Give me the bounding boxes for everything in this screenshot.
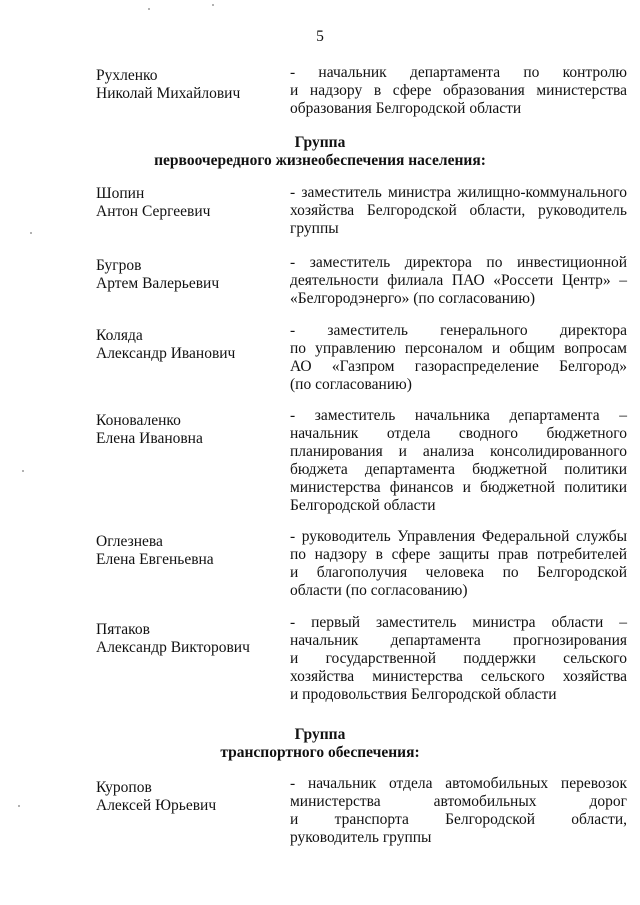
role-description — [290, 254, 627, 308]
role-line: образования Белгородской области — [290, 100, 522, 117]
role-line: области (по согласованию) — [290, 582, 468, 599]
person-name — [96, 327, 276, 363]
surname: Рухленко — [96, 67, 158, 84]
given-names: Николай Михайлович — [96, 85, 241, 102]
role-line: по надзору в сфере защиты прав потребителей — [290, 546, 627, 563]
role-line: группы — [290, 220, 339, 237]
role-description — [290, 184, 627, 238]
role-line: руководитель группы — [290, 829, 432, 846]
given-names: Артем Валерьевич — [96, 275, 220, 292]
given-names: Елена Ивановна — [96, 430, 203, 447]
group-heading-subtitle: транспортного обеспечения: — [220, 744, 420, 761]
role-description — [290, 775, 627, 847]
person-name — [96, 779, 276, 815]
role-description — [290, 614, 627, 704]
role-description — [290, 528, 627, 600]
role-line: и транспорта Белгородской области, — [290, 811, 627, 828]
role-line: по управлению персоналом и общим вопросам — [290, 340, 627, 357]
role-line: министерства автомобильных дорог — [290, 793, 627, 810]
surname: Коноваленко — [96, 412, 181, 429]
role-line: - начальник отдела автомобильных перевозок — [290, 775, 627, 792]
role-line: - заместитель начальника департамента – — [290, 407, 627, 424]
scan-speck — [30, 232, 32, 234]
person-name — [96, 185, 276, 221]
role-line: (по согласованию) — [290, 376, 412, 393]
group-heading — [0, 134, 640, 170]
surname: Шопин — [96, 185, 145, 202]
role-line: начальник департамента прогнозирования — [290, 632, 627, 649]
surname: Куропов — [96, 779, 152, 796]
role-line: начальник отдела сводного бюджетного — [290, 425, 627, 442]
role-description — [290, 322, 627, 394]
surname: Бугров — [96, 257, 142, 274]
role-line: АО «Газпром газораспределение Белгород» — [290, 358, 627, 375]
group-heading-subtitle: первоочередного жизнеобеспечения населения: — [154, 152, 486, 169]
role-description — [290, 64, 627, 118]
scan-speck — [18, 805, 20, 807]
group-heading — [0, 726, 640, 762]
surname: Оглезнева — [96, 533, 163, 550]
role-line: «Белгородэнерго» (по согласованию) — [290, 290, 536, 307]
role-line: - первый заместитель министра области – — [290, 614, 627, 631]
role-line: хозяйства Белгородской области, руководитель — [290, 202, 627, 219]
scan-speck — [212, 4, 214, 6]
role-line: и благополучия человека по Белгородской — [290, 564, 627, 581]
role-line: - руководитель Управления Федеральной службы — [290, 528, 627, 545]
person-name — [96, 67, 276, 103]
surname: Коляда — [96, 327, 143, 344]
given-names: Александр Иванович — [96, 345, 236, 362]
role-line: деятельности филиала ПАО «Россети Центр» – — [290, 272, 627, 289]
role-line: Белгородской области — [290, 497, 436, 514]
scan-speck — [148, 8, 150, 10]
role-line: хозяйства министерства сельского хозяйства — [290, 668, 627, 685]
surname: Пятаков — [96, 621, 150, 638]
role-line: и надзору в сфере образования министерства — [290, 82, 627, 99]
group-heading-title: Группа — [294, 726, 346, 743]
role-description — [290, 407, 627, 515]
role-line: - начальник департамента по контролю — [290, 64, 627, 81]
role-line: и продовольствия Белгородской области — [290, 686, 557, 703]
given-names: Алексей Юрьевич — [96, 797, 217, 814]
role-line: планирования и анализа консолидированного — [290, 443, 627, 460]
person-name — [96, 621, 276, 657]
given-names: Елена Евгеньевна — [96, 551, 214, 568]
role-line: - заместитель генерального директора — [290, 322, 627, 339]
given-names: Антон Сергеевич — [96, 203, 211, 220]
role-line: - заместитель директора по инвестиционной — [290, 254, 627, 271]
person-name — [96, 412, 276, 448]
role-line: министерства финансов и бюджетной политики — [290, 479, 627, 496]
scan-speck — [22, 470, 24, 472]
role-line: бюджета департамента бюджетной политики — [290, 461, 627, 478]
person-name — [96, 533, 276, 569]
person-name — [96, 257, 276, 293]
page-number: 5 — [316, 28, 324, 45]
role-line: и государственной поддержки сельского — [290, 650, 627, 667]
given-names: Александр Викторович — [96, 639, 250, 656]
group-heading-title: Группа — [294, 134, 346, 151]
role-line: - заместитель министра жилищно-коммунального — [290, 184, 627, 201]
